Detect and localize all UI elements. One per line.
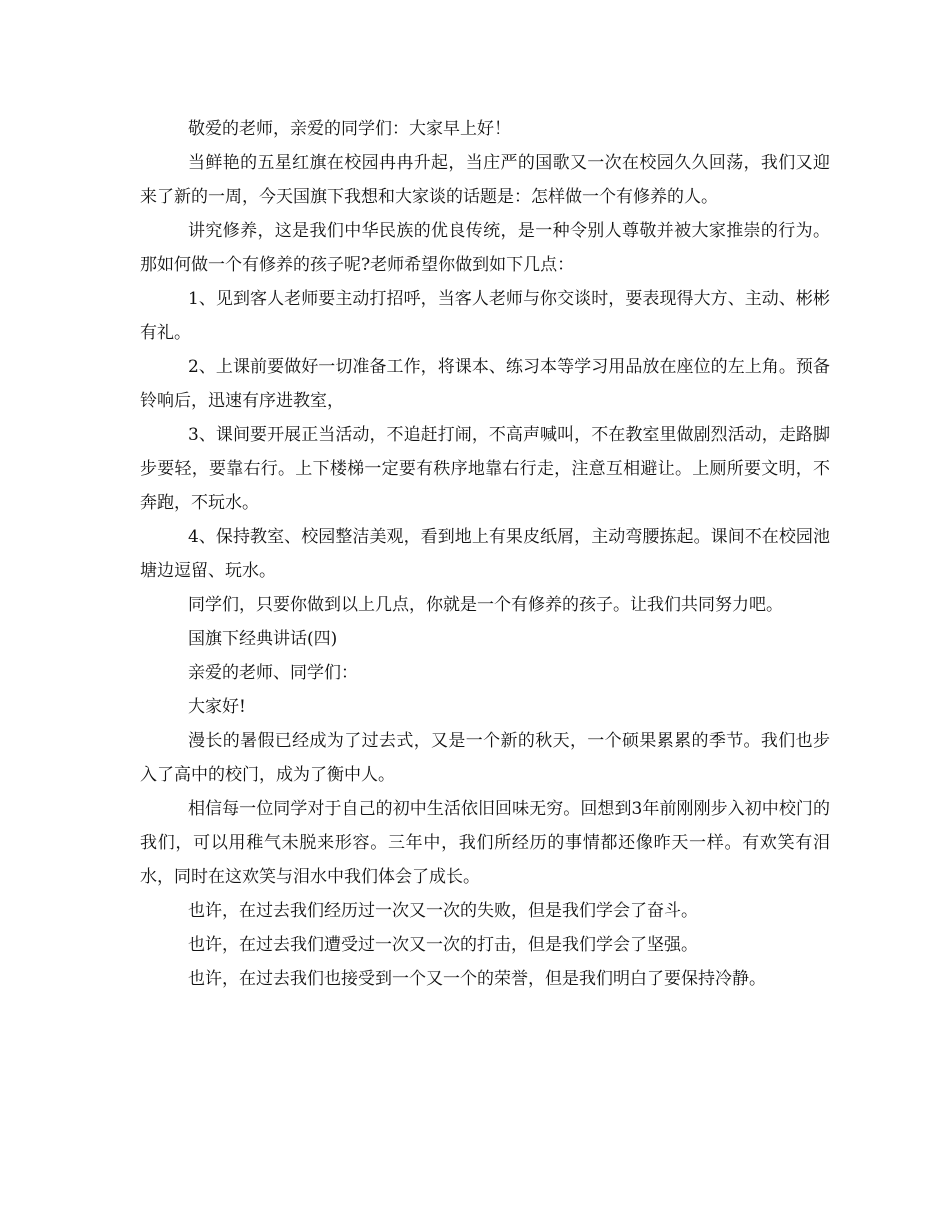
greeting-paragraph: 大家好! bbox=[188, 697, 246, 717]
body-paragraph: 也许，在过去我们经历过一次又一次的失败，但是我们学会了奋斗。 bbox=[188, 901, 698, 921]
greeting-paragraph: 亲爱的老师、同学们： bbox=[188, 663, 358, 683]
greeting-paragraph: 敬爱的老师，亲爱的同学们：大家早上好！ bbox=[188, 119, 511, 139]
body-paragraph: 也许，在过去我们也接受到一个又一个的荣誉，但是我们明白了要保持冷静。 bbox=[188, 969, 766, 989]
body-paragraph: 同学们，只要你做到以上几点，你就是一个有修养的孩子。让我们共同努力吧。 bbox=[188, 595, 783, 615]
list-item-paragraph: 2、上课前要做好一切准备工作，将课本、练习本等学习用品放在座位的左上角。预备铃响后，迅速有序进教室， bbox=[140, 357, 830, 411]
list-item-paragraph: 1、见到客人老师要主动打招呼，当客人老师与你交谈时，要表现得大方、主动、彬彬有礼。 bbox=[140, 289, 830, 343]
body-paragraph: 漫长的暑假已经成为了过去式，又是一个新的秋天，一个硕果累累的季节。我们也步入了高中的校门，成为了衡中人。 bbox=[140, 731, 830, 785]
body-paragraph: 相信每一位同学对于自己的初中生活依旧回味无穷。回想到3年前刚刚步入初中校门的我们，可以用稚气未脱来形容。三年中，我们所经历的事情都还像昨天一样。有欢笑有泪水，同时在这欢笑与泪水中我们体会了成长。 bbox=[140, 799, 830, 887]
body-paragraph: 当鲜艳的五星红旗在校园冉冉升起，当庄严的国歌又一次在校园久久回荡，我们又迎来了新的一周，今天国旗下我想和大家谈的话题是：怎样做一个有修养的人。 bbox=[140, 153, 830, 207]
section-title: 国旗下经典讲话(四) bbox=[188, 629, 338, 649]
document-body bbox=[140, 112, 830, 996]
body-paragraph: 也许，在过去我们遭受过一次又一次的打击，但是我们学会了坚强。 bbox=[188, 935, 698, 955]
list-item-paragraph: 4、保持教室、校园整洁美观，看到地上有果皮纸屑，主动弯腰拣起。课间不在校园池塘边逗留、玩水。 bbox=[140, 527, 830, 581]
list-item-paragraph: 3、课间要开展正当活动，不追赶打闹，不高声喊叫，不在教室里做剧烈活动，走路脚步要轻，要靠右行。上下楼梯一定要有秩序地靠右行走，注意互相避让。上厕所要文明，不奔跑，不玩水。 bbox=[140, 425, 830, 513]
body-paragraph: 讲究修养，这是我们中华民族的优良传统，是一种令别人尊敬并被大家推崇的行为。那如何做一个有修养的孩子呢?老师希望你做到如下几点： bbox=[140, 221, 830, 275]
